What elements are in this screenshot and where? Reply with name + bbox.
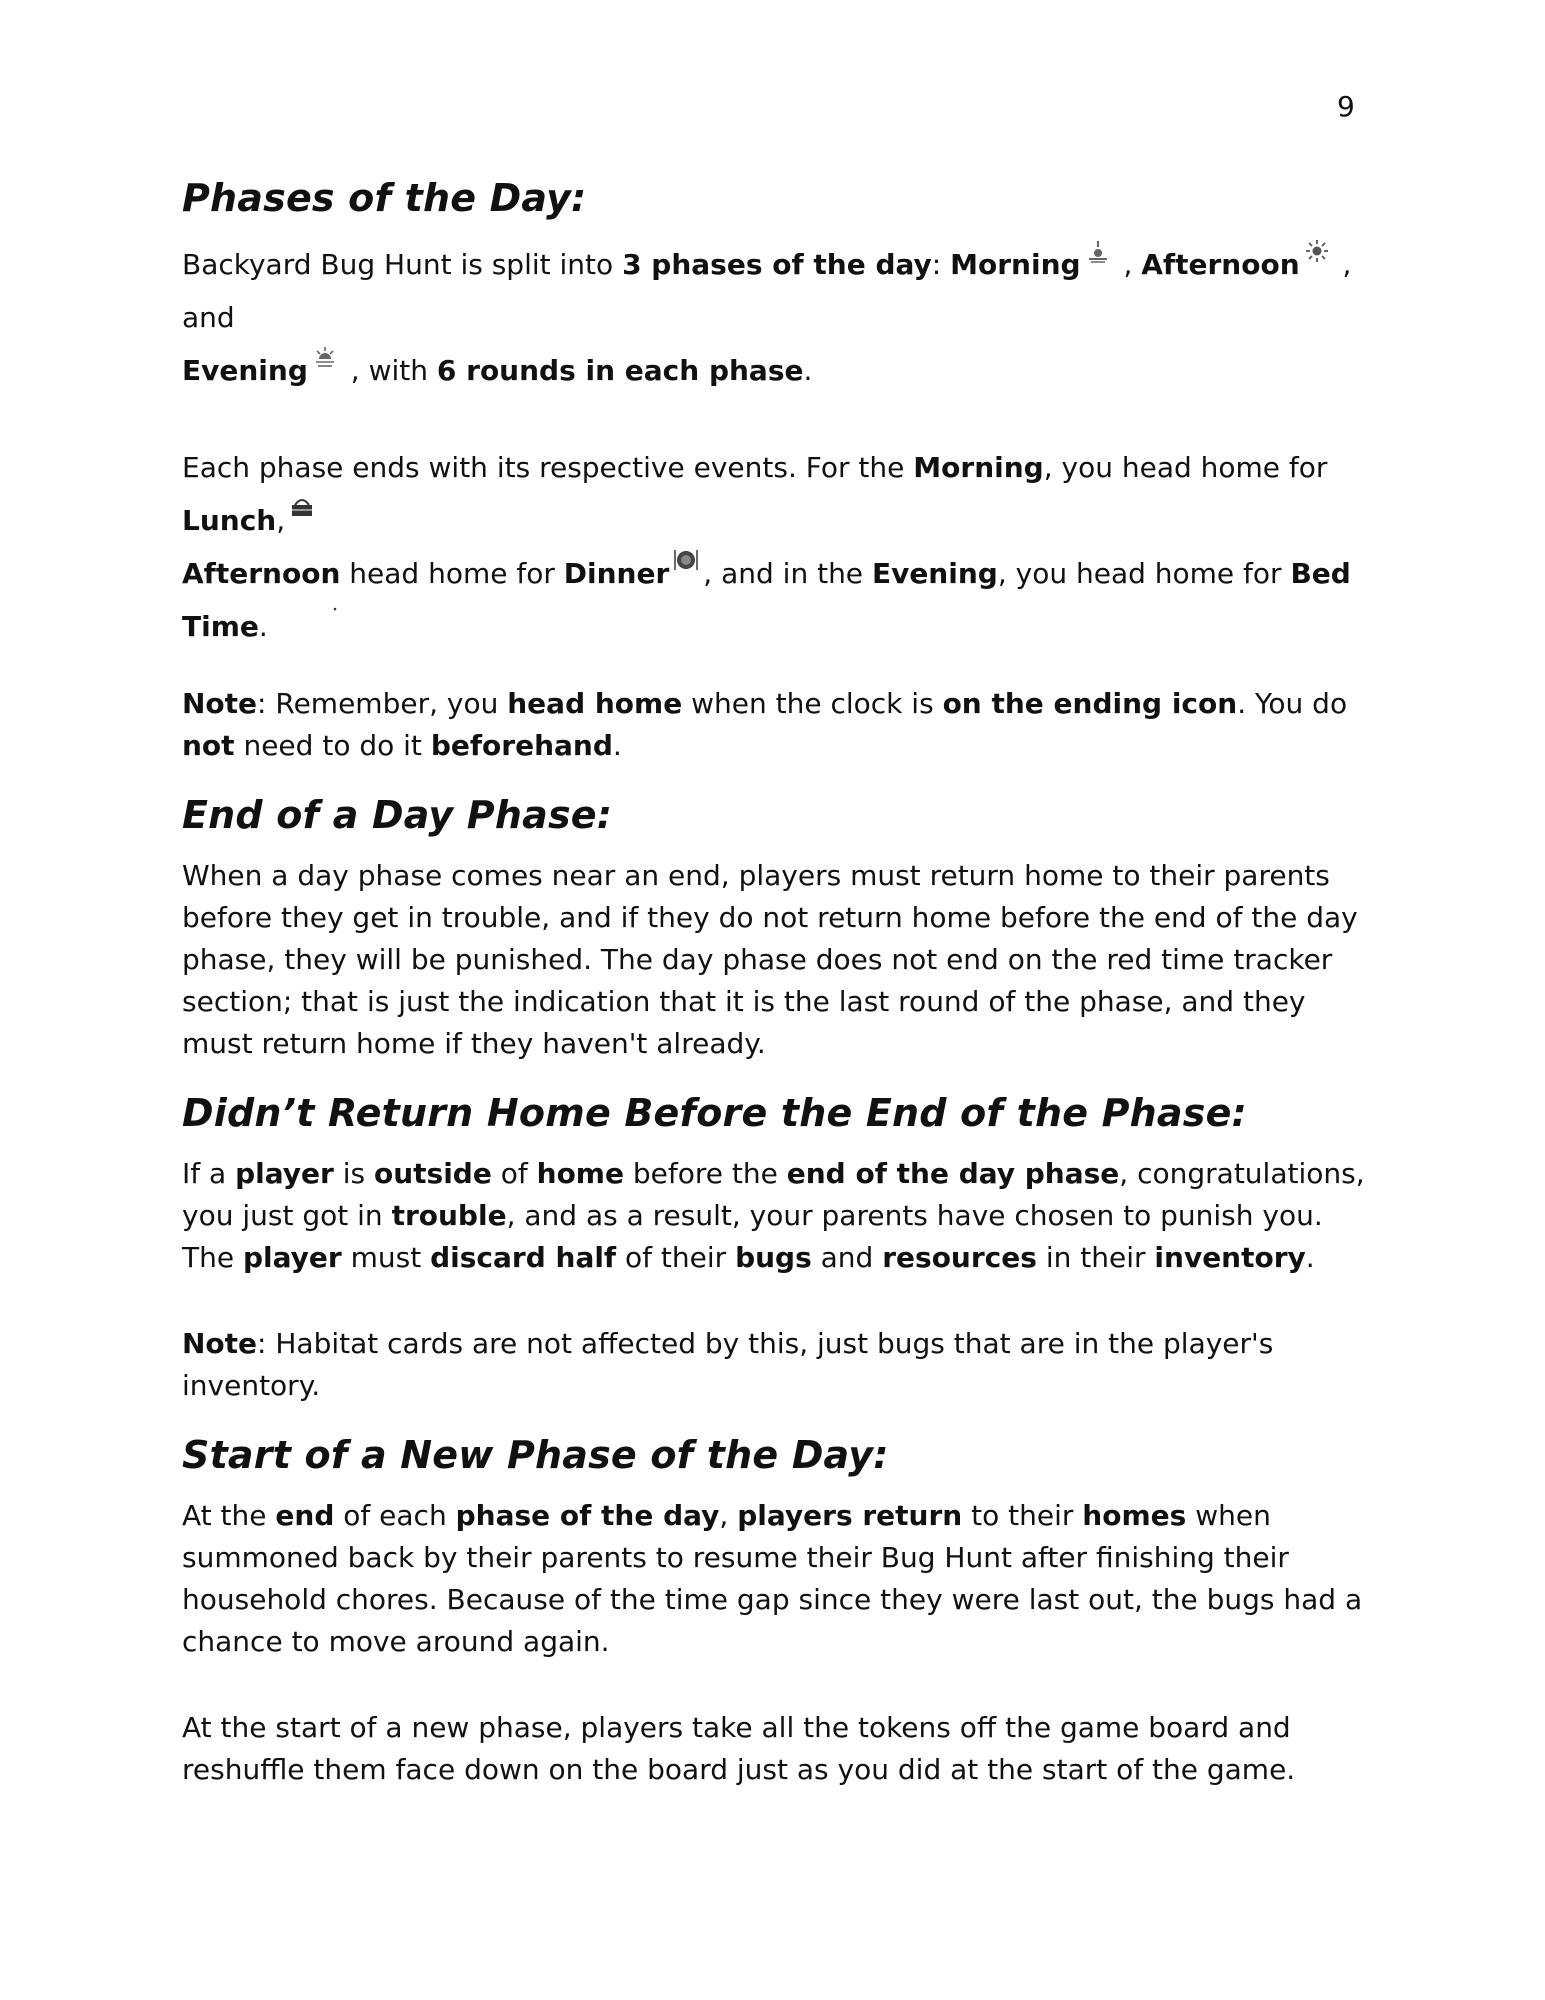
new-phase-paragraph: At the end of each phase of the day, players return to their homes when summoned back by their parents to resume their Bug Hunt after finishing their household chores. Because of the time gap since they were last out, the bugs had a chance to move around again.: [182, 1499, 1363, 1658]
heading-start-new-phase: Start of a New Phase of the Day:: [182, 1433, 889, 1477]
sunrise-icon: [1085, 238, 1111, 264]
page-number: 9: [1337, 90, 1355, 123]
section-phases-of-the-day: [182, 176, 1382, 767]
heading-phases-of-the-day: Phases of the Day:: [182, 176, 587, 220]
moon-icon: [316, 600, 342, 626]
didnt-return-paragraph: If a player is outside of home before the end of the day phase, congratulations, you just got in trouble, and as a result, your parents have chosen to punish you. The player must discard half of their bugs and resources in their inventory.: [182, 1157, 1365, 1274]
sunset-icon: [312, 344, 338, 370]
heading-end-of-day-phase: End of a Day Phase:: [182, 793, 613, 837]
phases-intro-paragraph: Backyard Bug Hunt is split into 3 phases of the day: Morning , Afternoon , and Evening , with 6 rounds in each phase.: [182, 238, 1382, 397]
didnt-return-note-paragraph: Note: Habitat cards are not affected by this, just bugs that are in the player's inventory.: [182, 1327, 1274, 1402]
section-didnt-return-home: [182, 1091, 1382, 1407]
sun-icon: [1304, 238, 1330, 264]
heading-didnt-return-home: Didn’t Return Home Before the End of the Phase:: [182, 1091, 1247, 1135]
picnic-basket-icon: [289, 494, 315, 520]
dinner-plate-icon: [673, 547, 699, 573]
section-end-of-day-phase: [182, 793, 1382, 1065]
page-content: [182, 176, 1382, 1817]
phases-events-paragraph: Each phase ends with its respective events. For the Morning, you head home for Lunch, Afternoon head home for Dinner , and in the Evening, you head home for Bed Time.: [182, 451, 1351, 643]
section-start-new-phase: [182, 1433, 1382, 1791]
end-phase-paragraph: When a day phase comes near an end, players must return home to their parents before they get in trouble, and if they do not return home before the end of the day phase, they will be punished. The day phase does not end on the red time tracker section; that is just the indication that it is the last round of the phase, and they must return home if they haven't already.: [182, 859, 1358, 1060]
new-phase-tokens-paragraph: At the start of a new phase, players take all the tokens off the game board and reshuffle them face down on the board just as you did at the start of the game.: [182, 1711, 1296, 1786]
phases-note-paragraph: Note: Remember, you head home when the clock is on the ending icon. You do not need to do it beforehand.: [182, 687, 1348, 762]
